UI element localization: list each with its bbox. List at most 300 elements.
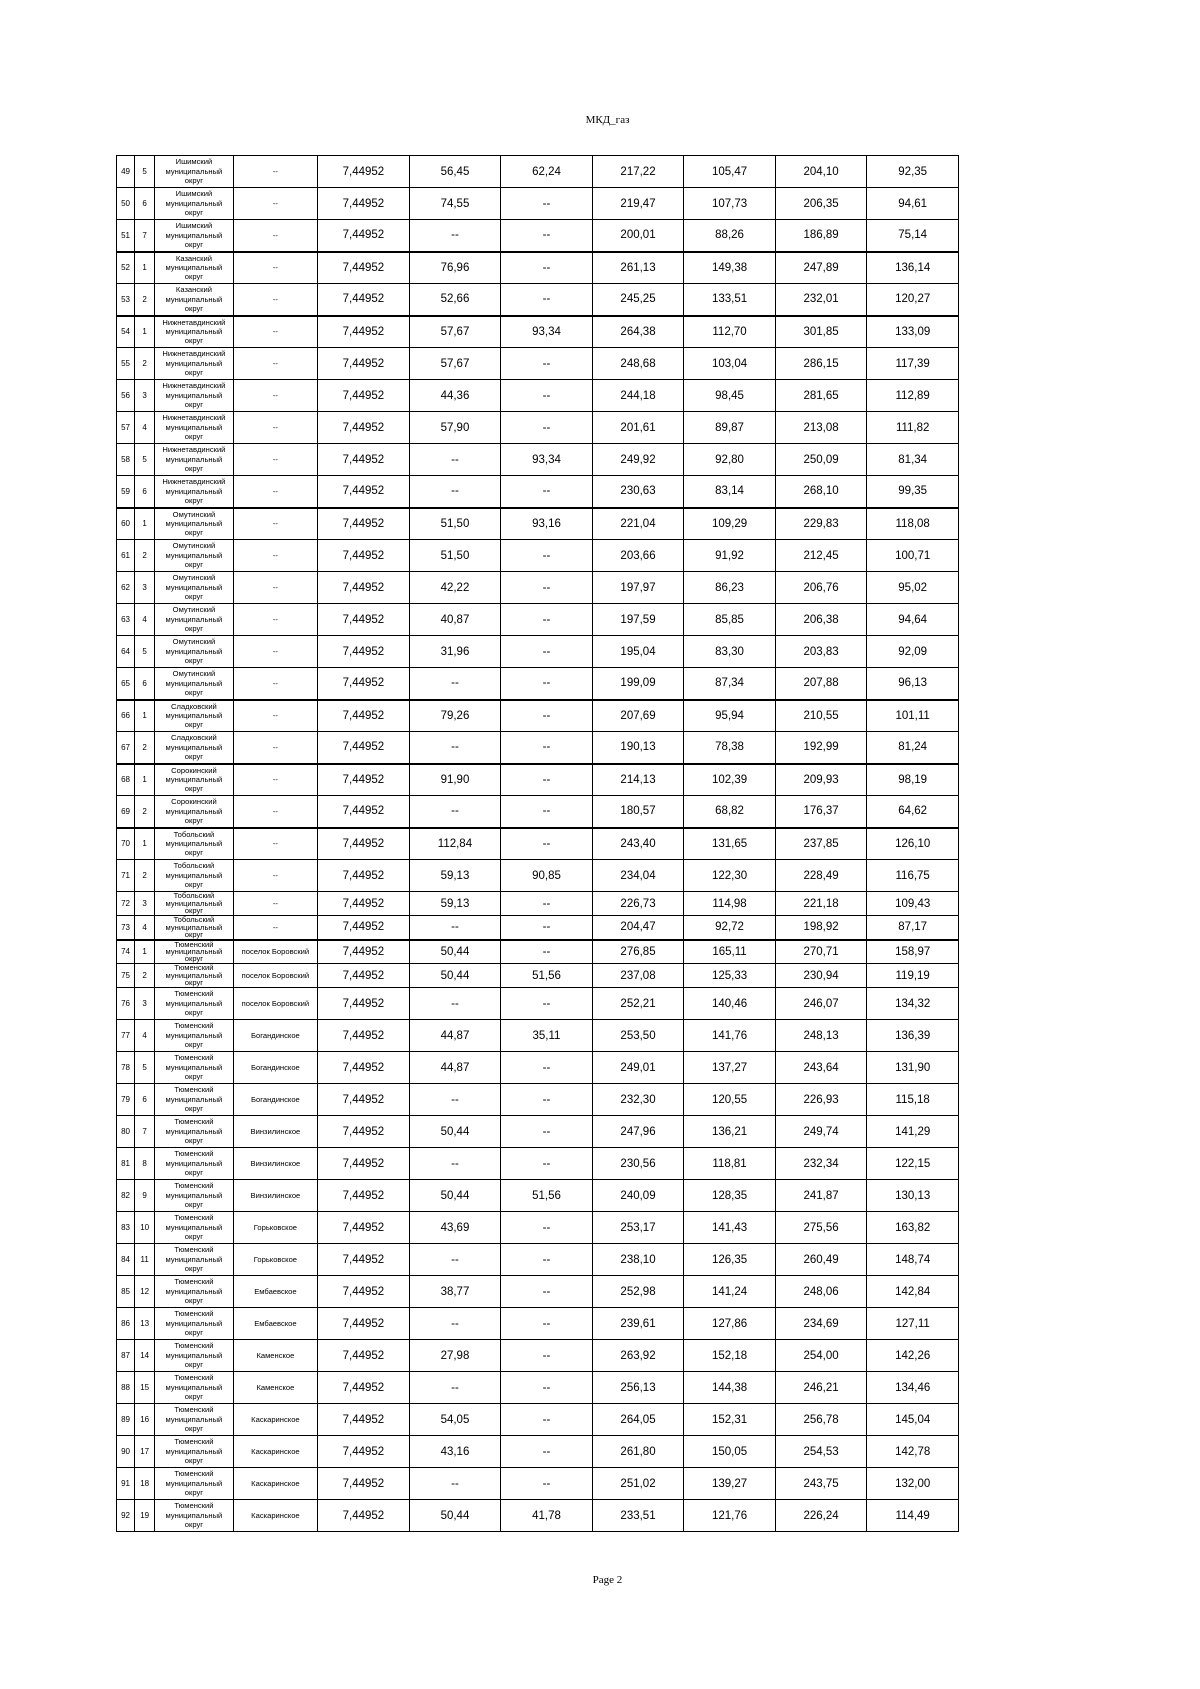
value-cell-7: 109,43 [867,892,959,916]
value-cell-6: 281,65 [775,380,867,412]
value-cell-3: -- [501,988,593,1020]
municipality-cell [155,1276,233,1308]
table-row [117,1308,959,1340]
row-number-cell: 51 [117,220,135,252]
municipality-cell [155,540,233,572]
table-row [117,988,959,1020]
municipality-line: муниципальный [165,263,223,273]
table-row [117,1340,959,1372]
value-cell-3: -- [501,348,593,380]
sub-number-cell: 6 [135,668,155,700]
value-cell-2: 50,44 [409,1180,501,1212]
value-cell-5: 92,72 [684,916,776,940]
value-cell-5: 86,23 [684,572,776,604]
value-cell-1: 7,44952 [318,732,410,764]
row-number-cell: 85 [117,1276,135,1308]
row-number-cell: 91 [117,1468,135,1500]
municipality-line: округ [184,848,204,858]
settlement-cell: Ембаевское [233,1276,318,1308]
value-cell-2: 57,67 [409,348,501,380]
municipality-line: муниципальный [165,646,223,656]
municipality-line: муниципальный [165,1350,223,1360]
value-cell-2: 27,98 [409,1340,501,1372]
value-cell-1: 7,44952 [318,604,410,636]
settlement-cell: поселок Боровский [233,964,318,988]
row-number-cell: 57 [117,412,135,444]
value-cell-2: -- [409,668,501,700]
value-cell-4: 219,47 [592,188,684,220]
value-cell-7: 136,39 [867,1020,959,1052]
municipality-line: округ [184,1008,204,1018]
municipality-line: Тюменский [174,1053,214,1063]
settlement-cell: -- [233,636,318,668]
municipality-line: округ [184,495,204,505]
sub-number-cell: 10 [135,1212,155,1244]
municipality-line: муниципальный [165,166,223,176]
value-cell-7: 117,39 [867,348,959,380]
municipality-cell [155,964,233,988]
value-cell-5: 133,51 [684,284,776,316]
municipality-line: округ [184,560,204,570]
table-row [117,444,959,476]
municipality-line: округ [184,906,204,916]
value-cell-5: 141,43 [684,1212,776,1244]
value-cell-2: 50,44 [409,940,501,964]
table-row [117,636,959,668]
value-cell-2: 76,96 [409,252,501,284]
municipality-cell [155,252,233,284]
municipality-line: округ [184,929,204,939]
value-cell-7: 131,90 [867,1052,959,1084]
settlement-cell: поселок Боровский [233,940,318,964]
value-cell-3: -- [501,1244,593,1276]
value-cell-7: 100,71 [867,540,959,572]
value-cell-3: -- [501,1308,593,1340]
value-cell-6: 206,38 [775,604,867,636]
settlement-cell: -- [233,604,318,636]
row-number-cell: 74 [117,940,135,964]
value-cell-2: 57,90 [409,412,501,444]
value-cell-6: 232,34 [775,1148,867,1180]
table-row [117,1468,959,1500]
value-cell-1: 7,44952 [318,1116,410,1148]
table-row [117,252,959,284]
value-cell-2: -- [409,444,501,476]
value-cell-1: 7,44952 [318,1468,410,1500]
value-cell-7: 158,97 [867,940,959,964]
municipality-line: Тюменский [174,1213,214,1223]
value-cell-3: -- [501,916,593,940]
municipality-line: Тюменский [174,1405,214,1415]
municipality-line: муниципальный [165,1510,223,1520]
municipality-line: муниципальный [165,1382,223,1392]
value-cell-1: 7,44952 [318,284,410,316]
municipality-line: Нижнетавдинский [162,445,226,455]
municipality-cell [155,940,233,964]
value-cell-6: 260,49 [775,1244,867,1276]
settlement-cell: Богандинское [233,1020,318,1052]
value-cell-5: 87,34 [684,668,776,700]
sub-number-cell: 6 [135,188,155,220]
municipality-line: муниципальный [165,230,223,240]
municipality-cell [155,796,233,828]
value-cell-4: 239,61 [592,1308,684,1340]
municipality-line: округ [184,1520,204,1530]
value-cell-6: 213,08 [775,412,867,444]
value-cell-4: 234,04 [592,860,684,892]
value-cell-2: 59,13 [409,892,501,916]
table-row [117,1020,959,1052]
value-cell-4: 263,92 [592,1340,684,1372]
municipality-cell [155,220,233,252]
value-cell-5: 85,85 [684,604,776,636]
row-number-cell: 78 [117,1052,135,1084]
value-cell-7: 99,35 [867,476,959,508]
settlement-cell: -- [233,188,318,220]
municipality-cell [155,636,233,668]
value-cell-6: 204,10 [775,156,867,188]
settlement-cell: -- [233,220,318,252]
value-cell-3: -- [501,1404,593,1436]
value-cell-3: 35,11 [501,1020,593,1052]
sub-number-cell: 5 [135,1052,155,1084]
value-cell-3: -- [501,188,593,220]
value-cell-4: 197,97 [592,572,684,604]
value-cell-1: 7,44952 [318,316,410,348]
value-cell-2: 43,69 [409,1212,501,1244]
table-row [117,860,959,892]
value-cell-2: 57,67 [409,316,501,348]
value-cell-5: 126,35 [684,1244,776,1276]
municipality-line: округ [184,1488,204,1498]
value-cell-4: 237,08 [592,964,684,988]
value-cell-3: -- [501,828,593,860]
value-cell-7: 75,14 [867,220,959,252]
municipality-cell [155,1116,233,1148]
value-cell-7: 94,61 [867,188,959,220]
settlement-cell: -- [233,476,318,508]
value-cell-4: 217,22 [592,156,684,188]
settlement-cell: -- [233,860,318,892]
municipality-line: округ [184,978,204,988]
value-cell-5: 107,73 [684,188,776,220]
settlement-cell: -- [233,540,318,572]
value-cell-5: 102,39 [684,764,776,796]
value-cell-5: 141,76 [684,1020,776,1052]
value-cell-1: 7,44952 [318,1436,410,1468]
settlement-cell: -- [233,764,318,796]
sub-number-cell: 2 [135,732,155,764]
value-cell-1: 7,44952 [318,860,410,892]
value-cell-5: 83,30 [684,636,776,668]
value-cell-7: 163,82 [867,1212,959,1244]
value-cell-2: -- [409,796,501,828]
municipality-line: муниципальный [165,519,223,529]
value-cell-7: 115,18 [867,1084,959,1116]
value-cell-7: 81,34 [867,444,959,476]
municipality-line: муниципальный [165,970,223,980]
municipality-line: муниципальный [165,582,223,592]
table-row [117,964,959,988]
table-row [117,284,959,316]
table-row [117,188,959,220]
municipality-line: Тюменский [174,989,214,999]
municipality-line: округ [184,1072,204,1082]
value-cell-4: 240,09 [592,1180,684,1212]
municipality-line: муниципальный [165,775,223,785]
municipality-line: Тюменский [174,1181,214,1191]
municipality-line: муниципальный [165,390,223,400]
municipality-line: округ [184,208,204,218]
table-row [117,1148,959,1180]
municipality-line: Тобольский [173,915,215,925]
municipality-line: Казанский [175,253,212,263]
value-cell-5: 144,38 [684,1372,776,1404]
value-cell-7: 127,11 [867,1308,959,1340]
value-cell-2: 79,26 [409,700,501,732]
municipality-line: округ [184,815,204,825]
value-cell-4: 197,59 [592,604,684,636]
municipality-cell [155,892,233,916]
municipality-line: округ [184,528,204,538]
value-cell-6: 206,76 [775,572,867,604]
value-cell-2: -- [409,476,501,508]
value-cell-6: 243,64 [775,1052,867,1084]
value-cell-1: 7,44952 [318,1020,410,1052]
value-cell-4: 243,40 [592,828,684,860]
value-cell-6: 234,69 [775,1308,867,1340]
value-cell-7: 145,04 [867,1404,959,1436]
sub-number-cell: 7 [135,1116,155,1148]
value-cell-2: 44,36 [409,380,501,412]
sub-number-cell: 2 [135,540,155,572]
municipality-cell [155,860,233,892]
value-cell-1: 7,44952 [318,1404,410,1436]
municipality-line: Тобольский [173,861,215,871]
municipality-line: муниципальный [165,839,223,849]
value-cell-5: 103,04 [684,348,776,380]
municipality-line: муниципальный [165,947,223,957]
value-cell-6: 270,71 [775,940,867,964]
municipality-line: муниципальный [165,922,223,932]
value-cell-1: 7,44952 [318,476,410,508]
municipality-line: округ [184,1168,204,1178]
value-cell-6: 226,93 [775,1084,867,1116]
municipality-line: округ [184,1328,204,1338]
row-number-cell: 80 [117,1116,135,1148]
sub-number-cell: 6 [135,1084,155,1116]
municipality-line: муниципальный [165,1414,223,1424]
municipality-line: Сладковский [171,701,217,711]
municipality-line: муниципальный [165,806,223,816]
value-cell-7: 142,26 [867,1340,959,1372]
row-number-cell: 64 [117,636,135,668]
settlement-cell: Каскаринское [233,1404,318,1436]
row-number-cell: 79 [117,1084,135,1116]
municipality-line: округ [184,784,204,794]
value-cell-6: 286,15 [775,348,867,380]
municipality-line: округ [184,1104,204,1114]
sub-number-cell: 15 [135,1372,155,1404]
municipality-line: муниципальный [165,1190,223,1200]
value-cell-7: 122,15 [867,1148,959,1180]
table-row [117,220,959,252]
value-cell-6: 250,09 [775,444,867,476]
value-cell-5: 139,27 [684,1468,776,1500]
municipality-line: Тобольский [173,891,215,901]
municipality-cell [155,604,233,636]
row-number-cell: 83 [117,1212,135,1244]
value-cell-7: 101,11 [867,700,959,732]
settlement-cell: -- [233,916,318,940]
row-number-cell: 60 [117,508,135,540]
value-cell-3: -- [501,732,593,764]
sub-number-cell: 5 [135,156,155,188]
row-number-cell: 59 [117,476,135,508]
row-number-cell: 89 [117,1404,135,1436]
municipality-line: Нижнетавдинский [162,381,226,391]
value-cell-1: 7,44952 [318,964,410,988]
municipality-line: Тюменский [174,1437,214,1447]
table-row [117,1180,959,1212]
value-cell-6: 203,83 [775,636,867,668]
municipality-cell [155,1340,233,1372]
sub-number-cell: 4 [135,604,155,636]
value-cell-2: -- [409,732,501,764]
table-row [117,1404,959,1436]
table-row [117,380,959,412]
value-cell-4: 253,17 [592,1212,684,1244]
municipality-cell [155,1436,233,1468]
value-cell-1: 7,44952 [318,668,410,700]
value-cell-7: 64,62 [867,796,959,828]
municipality-cell [155,188,233,220]
municipality-line: муниципальный [165,1062,223,1072]
value-cell-2: -- [409,1148,501,1180]
municipality-cell [155,412,233,444]
settlement-cell: Каменское [233,1340,318,1372]
value-cell-3: -- [501,668,593,700]
table-row [117,412,959,444]
value-cell-7: 94,64 [867,604,959,636]
settlement-cell: Винзилинское [233,1180,318,1212]
row-number-cell: 69 [117,796,135,828]
sub-number-cell: 1 [135,252,155,284]
value-cell-6: 226,24 [775,1500,867,1532]
value-cell-3: -- [501,892,593,916]
value-cell-2: 44,87 [409,1052,501,1084]
municipality-cell [155,1020,233,1052]
settlement-cell: Каскаринское [233,1468,318,1500]
table-row [117,508,959,540]
value-cell-1: 7,44952 [318,348,410,380]
municipality-line: муниципальный [165,550,223,560]
value-cell-5: 128,35 [684,1180,776,1212]
municipality-cell [155,1084,233,1116]
row-number-cell: 49 [117,156,135,188]
value-cell-3: 51,56 [501,1180,593,1212]
settlement-cell: Ембаевское [233,1308,318,1340]
value-cell-5: 127,86 [684,1308,776,1340]
settlement-cell: -- [233,796,318,828]
value-cell-3: -- [501,540,593,572]
value-cell-5: 149,38 [684,252,776,284]
value-cell-6: 207,88 [775,668,867,700]
value-cell-1: 7,44952 [318,796,410,828]
value-cell-1: 7,44952 [318,636,410,668]
value-cell-2: -- [409,988,501,1020]
value-cell-4: 238,10 [592,1244,684,1276]
municipality-line: округ [184,176,204,186]
row-number-cell: 81 [117,1148,135,1180]
value-cell-5: 131,65 [684,828,776,860]
municipality-cell [155,916,233,940]
municipality-cell [155,348,233,380]
value-cell-6: 254,53 [775,1436,867,1468]
value-cell-3: -- [501,380,593,412]
row-number-cell: 84 [117,1244,135,1276]
municipality-line: округ [184,464,204,474]
municipality-line: округ [184,368,204,378]
municipality-line: округ [184,1136,204,1146]
value-cell-1: 7,44952 [318,1084,410,1116]
value-cell-4: 256,13 [592,1372,684,1404]
municipality-line: Тюменский [174,1469,214,1479]
value-cell-6: 248,13 [775,1020,867,1052]
municipality-line: округ [184,880,204,890]
municipality-line: округ [184,1392,204,1402]
municipality-line: муниципальный [165,422,223,432]
sub-number-cell: 3 [135,380,155,412]
municipality-cell [155,316,233,348]
table-row [117,540,959,572]
municipality-line: муниципальный [165,294,223,304]
municipality-line: округ [184,687,204,697]
sub-number-cell: 4 [135,1020,155,1052]
value-cell-4: 249,92 [592,444,684,476]
value-cell-1: 7,44952 [318,188,410,220]
sub-number-cell: 2 [135,348,155,380]
municipality-line: Нижнетавдинский [162,349,226,359]
sub-number-cell: 1 [135,828,155,860]
settlement-cell: -- [233,284,318,316]
page-footer: Page 2 [592,1574,623,1586]
value-cell-6: 232,01 [775,284,867,316]
municipality-cell [155,380,233,412]
value-cell-1: 7,44952 [318,220,410,252]
settlement-cell: -- [233,412,318,444]
data-table [116,155,959,1532]
table-row [117,916,959,940]
municipality-line: муниципальный [165,1286,223,1296]
value-cell-7: 111,82 [867,412,959,444]
settlement-cell: -- [233,348,318,380]
table-row [117,572,959,604]
table-row [117,892,959,916]
value-cell-2: 91,90 [409,764,501,796]
table-row [117,940,959,964]
municipality-cell [155,508,233,540]
sub-number-cell: 18 [135,1468,155,1500]
row-number-cell: 77 [117,1020,135,1052]
municipality-line: муниципальный [165,486,223,496]
value-cell-7: 118,08 [867,508,959,540]
value-cell-5: 122,30 [684,860,776,892]
sub-number-cell: 3 [135,892,155,916]
page-header: МКД_газ [585,114,630,126]
table-row [117,732,959,764]
value-cell-3: -- [501,1116,593,1148]
